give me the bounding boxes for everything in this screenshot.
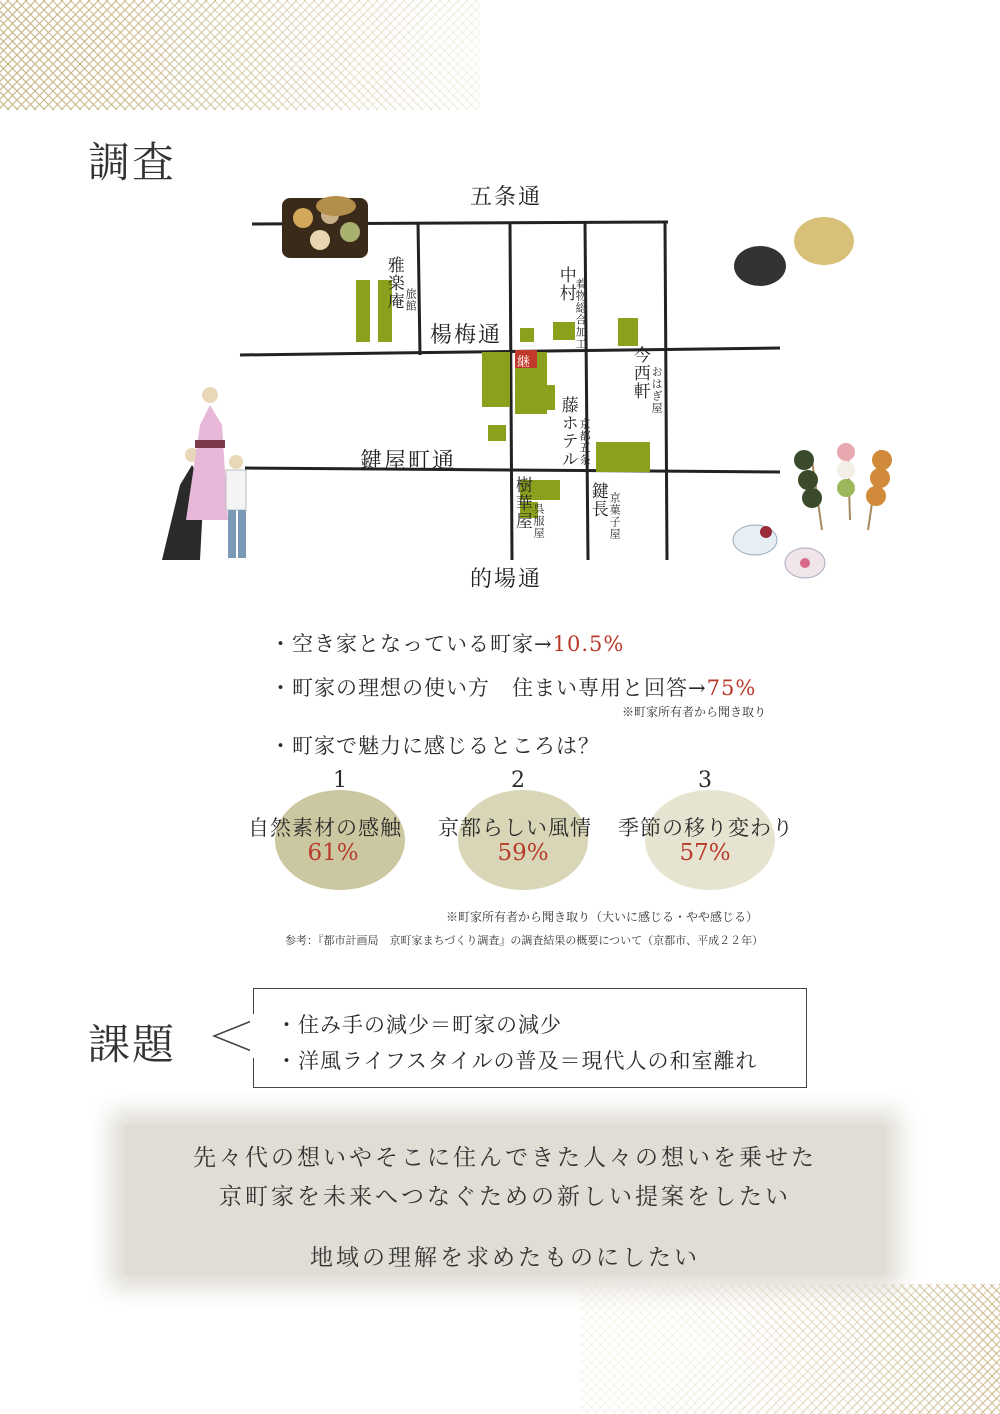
street-gojo: 五条通 [470,185,543,210]
place-type: おはぎ屋 [650,366,664,414]
place-type: 呉服屋 [532,503,546,539]
appeal-question: ・町家で魅力に感じるところは？ [270,734,600,758]
proposal-line: 京町家を未来へつなぐための新しい提案をしたい [219,1184,791,1210]
proposal-line: 先々代の想いやそこに住んできた人々の想いを乗せた [193,1145,817,1171]
area-map [0,170,1000,600]
ideal-use-note: ※町家所有者から聞き取り [622,705,767,719]
stat-value: 10.5% [552,632,625,656]
place-type: 京都五条 [578,418,592,466]
appeal-label: 京都らしい風情 [438,816,592,840]
marker-label: 継 [517,355,531,370]
place-name: 中村 [555,266,576,302]
place-name: 樹華屋 [511,476,532,530]
issue-item: ・洋風ライフスタイルの普及＝現代人の和室離れ [276,1049,758,1073]
survey-title: 調査 [88,138,177,187]
sweets-illustration [734,217,854,286]
stat-ideal-use [270,672,756,702]
appeal-rank: 1 [333,768,347,793]
stat-value: 75% [706,676,757,700]
reference-note: 参考：『都市計画局 京町家まちづくり調査』の調査結果の概要について（京都市、平成２２年） [285,934,764,947]
speech-tail-joint [250,1014,256,1058]
appeal-label: 季節の移り変わり [618,816,794,840]
place-name: 鍵長 [587,482,608,518]
street-matoba: 的場通 [470,567,543,592]
appeal-note: ※町家所有者から聞き取り（大いに感じる・やや感じる） [446,910,759,924]
appeal-percent: 59% [497,840,549,866]
place-type: 旅館 [404,288,418,312]
bento-illustration [282,196,368,258]
wagashi-illustration [733,525,825,578]
place-type: 着物総合加工 [574,278,588,350]
dango-illustration [794,443,892,530]
lattice-decoration-top [0,0,480,110]
appeal-rank: 2 [511,768,525,793]
stat-text: ・町家の理想の使い方 住まい専用と回答→ [270,676,707,700]
appeal-percent: 61% [307,840,359,866]
issue-box [253,988,807,1088]
place-name: 今西軒 [629,346,650,400]
issue-item: ・住み手の減少＝町家の減少 [276,1013,562,1037]
proposal-line: 地域の理解を求めたものにしたい [310,1245,700,1271]
kimono-figures-illustration [162,387,246,560]
place-name: 藤ホテル [557,396,578,468]
place-type: 京菓子屋 [608,492,622,540]
proposal-box [124,1125,886,1275]
lattice-decoration-bottom [580,1284,1000,1414]
appeal-rank: 3 [698,768,712,793]
stat-text: ・空き家となっている町家→ [270,632,553,656]
appeal-label: 自然素材の感触 [248,816,402,840]
stat-vacant [270,628,624,658]
appeal-percent: 57% [679,840,731,866]
issue-title: 課題 [88,1020,177,1069]
street-yanagiume: 楊梅通 [430,323,503,348]
place-name: 雅楽庵 [383,256,404,310]
street-kagiyacho: 鍵屋町通 [360,449,457,474]
